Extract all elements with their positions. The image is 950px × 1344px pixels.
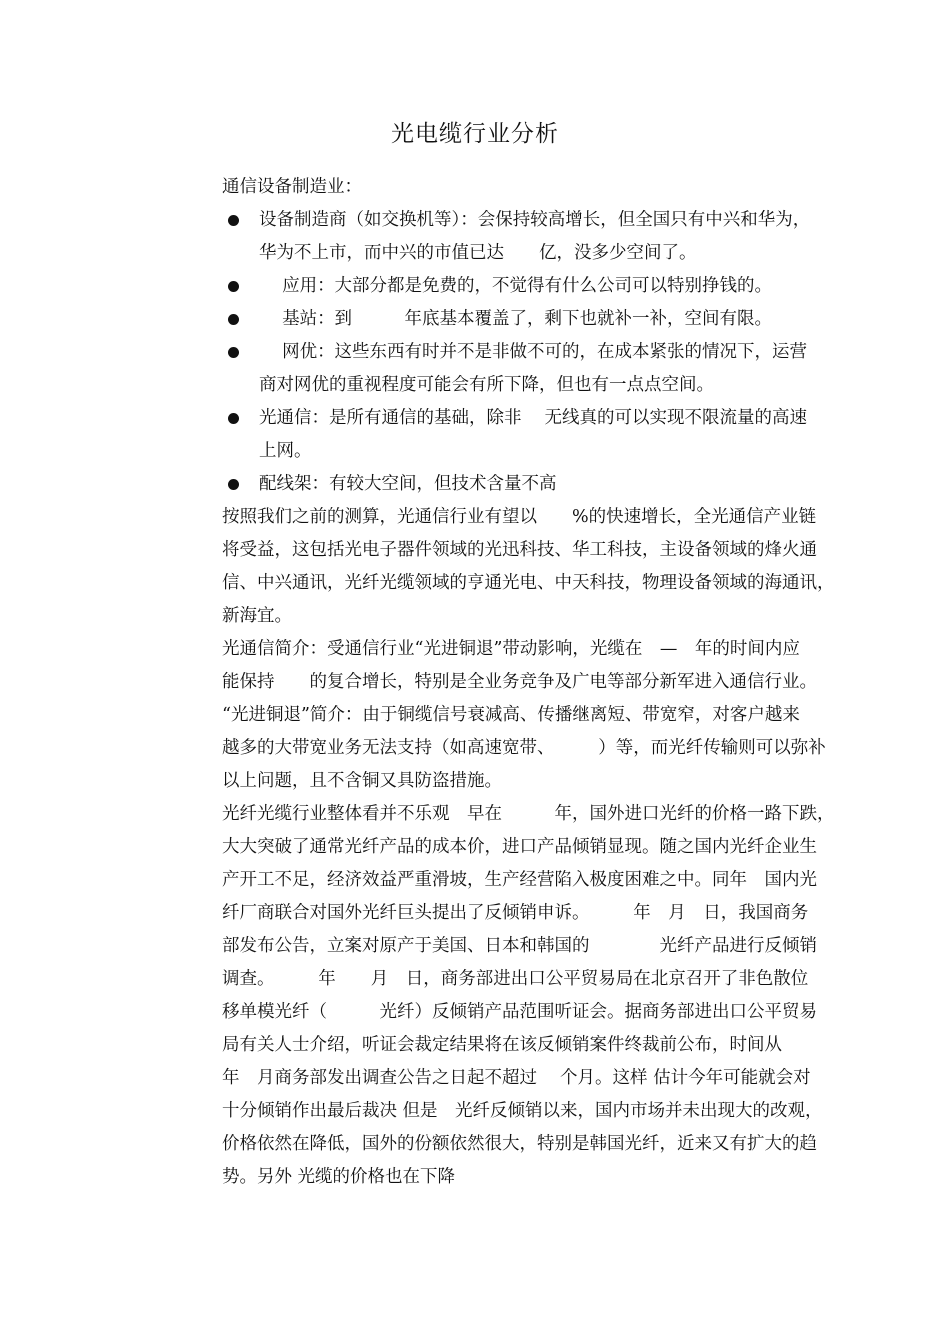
paragraph-line: 按照我们之前的测算，光通信行业有望以 %的快速增长，全光通信产业链	[222, 507, 817, 527]
paragraph-line: 十分倾销作出最后裁决 但是 光纤反倾销以来，国内市场并未出现大的改观，	[222, 1101, 823, 1121]
paragraph-line: 产开工不足，经济效益严重滑坡，生产经营陷入极度困难之中。同年 国内光	[222, 870, 817, 890]
paragraph-line: 越多的大带宽业务无法支持（如高速宽带、 ）等，而光纤传输则可以弥补	[222, 738, 826, 758]
bullet-dot-icon	[222, 336, 259, 402]
paragraph-line: 能保持 的复合增长，特别是全业务竞争及广电等部分新军进入通信行业。	[222, 672, 817, 692]
paragraph-line: 部发布公告，立案对原产于美国、日本和韩国的 光纤产品进行反倾销	[222, 936, 817, 956]
paragraph-line: 调查。 年 月 日，商务部进出口公平贸易局在北京召开了非色散位	[222, 969, 809, 989]
paragraph-line: 将受益，这包括光电子器件领域的光迅科技、华工科技，主设备领域的烽火通	[222, 540, 817, 560]
bullet-text: 商对网优的重视程度可能会有所下降，但也有一点点空间。	[259, 375, 714, 395]
bullet-text: 基站：到 年底基本覆盖了，剩下也就补一补，空间有限。	[259, 309, 773, 329]
paragraph-line: 势。另外 光缆的价格也在下降	[222, 1167, 456, 1187]
paragraph	[222, 501, 867, 633]
bullet-dot-icon	[222, 204, 259, 270]
section-heading: 通信设备制造业：	[222, 177, 362, 197]
paragraph-line: 新海宜。	[222, 606, 292, 626]
document-title: 光电缆行业分析	[391, 121, 559, 147]
paragraph	[222, 633, 867, 798]
paragraph-line: 光通信简介：受通信行业“光进铜退”带动影响，光缆在 — 年的时间内应	[222, 639, 800, 659]
bullet-item	[222, 402, 867, 468]
document-body	[222, 171, 867, 1194]
bullet-text: 设备制造商（如交换机等）：会保持较高增长，但全国只有中兴和华为，	[259, 210, 811, 230]
paragraph-line: 大大突破了通常光纤产品的成本价，进口产品倾销显现。随之国内光纤企业生	[222, 837, 817, 857]
paragraph-line: 纤厂商联合对国外光纤巨头提出了反倾销申诉。 年 月 日，我国商务	[222, 903, 809, 923]
bullet-text: 华为不上市，而中兴的市值已达 亿，没多少空间了。	[259, 243, 697, 263]
bullet-dot-icon	[222, 270, 259, 303]
bullet-text: 配线架：有较大空间，但技术含量不高	[259, 474, 557, 494]
bullet-item	[222, 303, 867, 336]
paragraph-line: 移单模光纤（ 光纤）反倾销产品范围听证会。据商务部进出口公平贸易	[222, 1002, 817, 1022]
bullet-item	[222, 204, 867, 270]
paragraph	[222, 798, 867, 1194]
paragraph-line: “光进铜退”简介：由于铜缆信号衰减高、传播继离短、带宽窄，对客户越来	[222, 705, 800, 725]
bullet-dot-icon	[222, 303, 259, 336]
bullet-text: 应用：大部分都是免费的，不觉得有什么公司可以特别挣钱的。	[259, 276, 773, 296]
paragraph-line: 价格依然在降低，国外的份额依然很大，特别是韩国光纤，近来又有扩大的趋	[222, 1134, 817, 1154]
bullet-dot-icon	[222, 468, 259, 501]
bullet-text: 网优：这些东西有时并不是非做不可的，在成本紧张的情况下，运营	[259, 342, 808, 362]
bullet-text: 上网。	[259, 441, 312, 461]
bullet-text: 光通信：是所有通信的基础，除非 无线真的可以实现不限流量的高速	[259, 408, 808, 428]
bullet-item	[222, 270, 867, 303]
paragraph-line: 局有关人士介绍，听证会裁定结果将在该反倾销案件终裁前公布，时间从	[222, 1035, 782, 1055]
bullet-list	[222, 204, 867, 501]
bullet-item	[222, 336, 867, 402]
bullet-dot-icon	[222, 402, 259, 468]
paragraph-line: 信、中兴通讯，光纤光缆领域的亨通光电、中天科技，物理设备领域的海通讯，	[222, 573, 835, 593]
paragraph-line: 以上问题，且不含铜又具防盗措施。	[222, 771, 502, 791]
bullet-item	[222, 468, 867, 501]
paragraph-line: 年 月商务部发出调查公告之日起不超过 个月。这样 估计今年可能就会对	[222, 1068, 811, 1088]
paragraph-line: 光纤光缆行业整体看并不乐观 早在 年，国外进口光纤的价格一路下跌，	[222, 804, 835, 824]
